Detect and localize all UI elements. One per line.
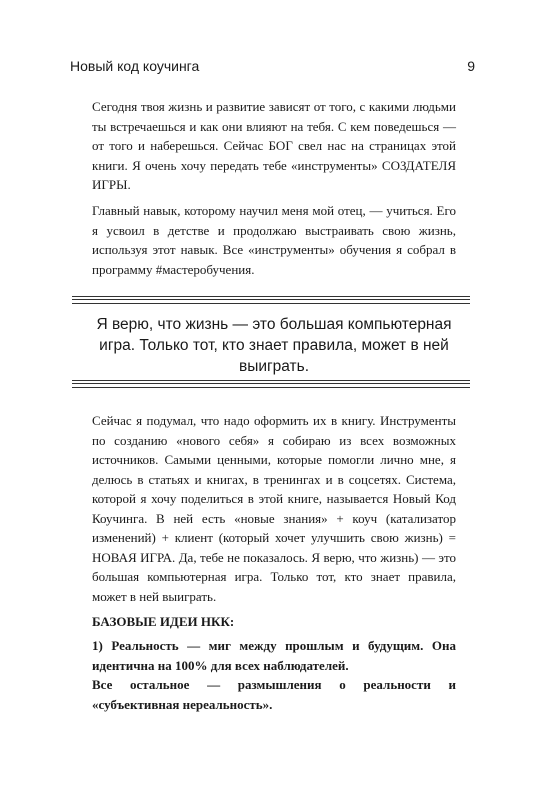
paragraph-3: Сейчас я подумал, что надо оформить их в книгу. Инструменты по созданию «нового себя» я собираю из всех возможных источников. Самыми ценными, которые помогли лично мне, я делюсь в статьях и книгах, в тренингах и в соцсетях. Система, которой я хочу поделиться в этой книге, называется Новый Код Коучинга. В ней есть «новые знания» + коуч (катализатор изменений) + клиент (который хочет улучшить свою жизнь) = НОВАЯ ИГРА. Да, тебе не показалось. Я верю, что жизнь) — это большая компьютерная игра. Только тот, кто знает правила, может в ней выиграть. <box>92 413 456 604</box>
paragraph-1: Сегодня твоя жизнь и развитие зависят от того, с какими людьми ты встречаешься и как они влияют на тебя. С кем поведешься — от того и наберешься. Сейчас БОГ свел нас на страницах этой книги. Я очень хочу передать тебе «инструменты» СОЗДАТЕЛЯ ИГРЫ. <box>92 99 456 192</box>
pull-quote: Я верю, что жизнь — это большая компьютерная игра. Только тот, кто знает правила, может в ней выиграть. <box>96 316 452 375</box>
book-title: Новый код коучинга <box>70 58 200 74</box>
running-header <box>70 58 475 78</box>
quote-rule-top <box>72 296 470 304</box>
page-number: 9 <box>467 58 475 74</box>
idea-point-1: 1) Реальность — миг между прошлым и будущим. Она идентична на 100% для всех наблюдателей. <box>92 638 456 673</box>
section-heading: БАЗОВЫЕ ИДЕИ НКК: <box>92 614 235 629</box>
paragraph-2: Главный навык, которому научил меня мой отец, — учиться. Его я усвоил в детстве и продолжаю выстраивать свою жизнь, используя этот навык. Все «инструменты» обучения я собрал в программу #мастеробучения. <box>92 203 456 277</box>
idea-point-2: Все остальное — размышления о реальности и «субъективная нереальность». <box>92 677 456 712</box>
quote-rule-bottom <box>72 380 470 388</box>
